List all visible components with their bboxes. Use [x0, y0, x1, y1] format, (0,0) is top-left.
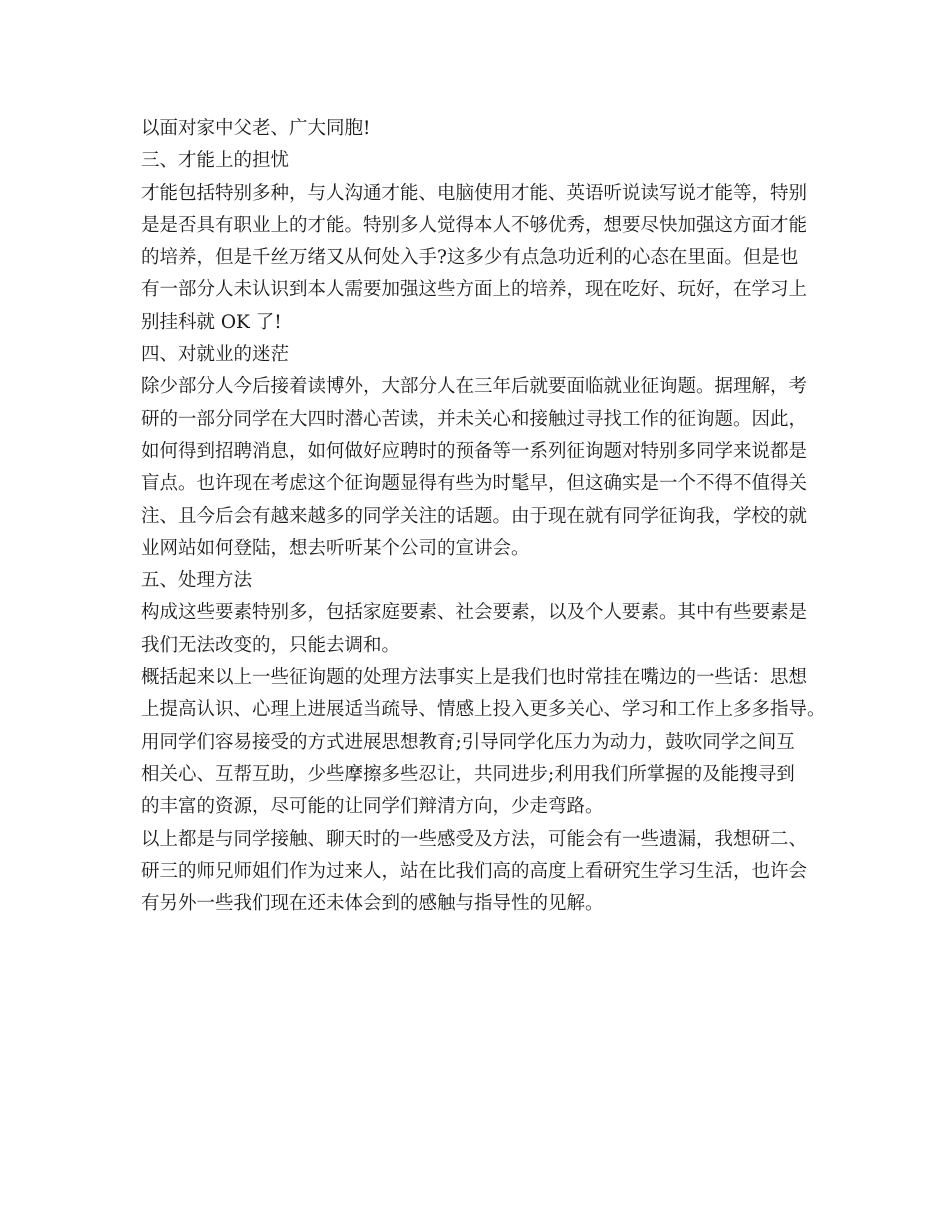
- text-line: 相关心、互帮互助，少些摩擦多些忍让，共同进步;利用我们所掌握的及能搜寻到: [141, 763, 795, 785]
- text-line: 有另外一些我们现在还未体会到的感触与指导性的见解。: [141, 893, 604, 915]
- text-line: 构成这些要素特别多，包括家庭要素、社会要素，以及个人要素。其中有些要素是: [141, 602, 808, 624]
- text-line: 业网站如何登陆，想去听听某个公司的宣讲会。: [141, 537, 530, 559]
- text-line: 才能包括特别多种，与人沟通才能、电脑使用才能、英语听说读写说才能等，特别: [141, 182, 808, 204]
- text-line: 用同学们容易接受的方式进展思想教育;引导同学化压力为动力，鼓吹同学之间互: [141, 731, 795, 753]
- text-line: 除少部分人今后接着读博外，大部分人在三年后就要面临就业征询题。据理解，考: [141, 376, 808, 398]
- section-heading: 四、对就业的迷茫: [141, 344, 290, 366]
- text-line: 的培养，但是千丝万绪又从何处入手?这多少有点急功近利的心态在里面。但是也: [141, 247, 799, 269]
- text-line: 研的一部分同学在大四时潜心苦读，并未关心和接触过寻找工作的征询题。因此，: [141, 408, 808, 430]
- text-line: 盲点。也许现在考虑这个征询题显得有些为时髦早，但这确实是一个不得不值得关: [141, 473, 808, 495]
- text-line: 注、且今后会有越来越多的同学关注的话题。由于现在就有同学征询我，学校的就: [141, 505, 808, 527]
- section-heading: 三、才能上的担忧: [141, 150, 290, 172]
- text-line: 是是否具有职业上的才能。特别多人觉得本人不够优秀，想要尽快加强这方面才能: [141, 214, 808, 236]
- text-line: 上提高认识、心理上进展适当疏导、情感上投入更多关心、学习和工作上多多指导。: [141, 699, 826, 721]
- text-line: 我们无法改变的，只能去调和。: [141, 634, 401, 656]
- text-line: 别挂科就 OK 了!: [141, 311, 282, 333]
- text-line: 有一部分人未认识到本人需要加强这些方面上的培养，现在吃好、玩好，在学习上: [141, 279, 808, 301]
- section-heading: 五、处理方法: [141, 570, 253, 592]
- text-line: 的丰富的资源，尽可能的让同学们辩清方向，少走弯路。: [141, 796, 604, 818]
- text-line: 如何得到招聘消息，如何做好应聘时的预备等一系列征询题对特别多同学来说都是: [141, 440, 808, 462]
- text-line: 研三的师兄师姐们作为过来人，站在比我们高的高度上看研究生学习生活，也许会: [141, 860, 808, 882]
- text-line: 以上都是与同学接触、聊天时的一些感受及方法，可能会有一些遗漏，我想研二、: [141, 828, 808, 850]
- text-line: 概括起来以上一些征询题的处理方法事实上是我们也时常挂在嘴边的一些话：思想: [141, 667, 808, 689]
- document-body: [141, 113, 841, 920]
- text-line: 以面对家中父老、广大同胞!: [141, 118, 371, 139]
